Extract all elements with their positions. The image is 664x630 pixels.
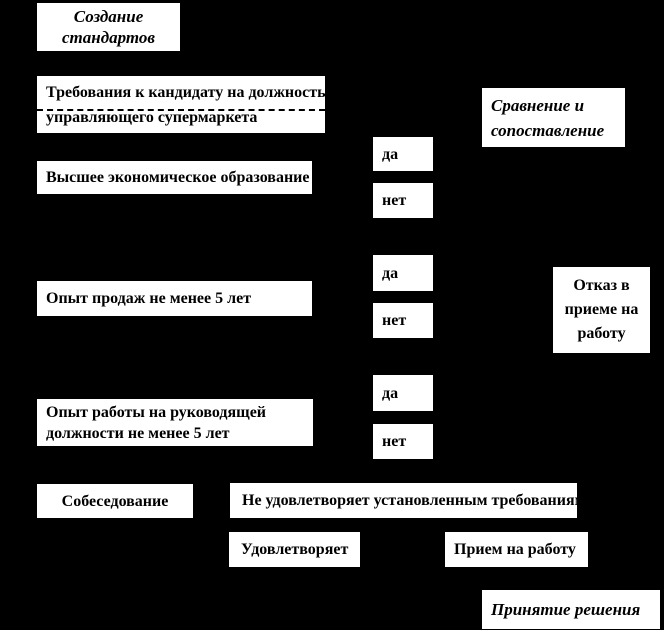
no-box-3 — [373, 424, 433, 459]
yes-label: да — [382, 384, 399, 402]
box-hire — [445, 532, 588, 567]
no-label: нет — [382, 433, 407, 450]
box-not-satisfies — [230, 483, 586, 518]
box-label: Удовлетворяет — [241, 541, 349, 558]
box-label: Собеседование — [61, 492, 169, 510]
box-satisfies — [229, 532, 360, 567]
yes-box-2 — [373, 255, 433, 291]
box-label-line: стандартов — [61, 28, 155, 47]
box-comparison — [482, 88, 625, 147]
box-label-line: Сравнение и — [491, 95, 585, 115]
box-label: Высшее экономическое образование — [46, 169, 310, 186]
box-label-line: Создание — [73, 7, 144, 26]
box-education — [37, 161, 312, 194]
box-label-line: должности не менее 5 лет — [46, 424, 230, 442]
no-label: нет — [382, 192, 407, 209]
box-refusal — [553, 267, 650, 353]
box-label-line: Требования к кандидату на должность — [46, 83, 326, 101]
yes-label: да — [382, 145, 399, 163]
no-label: нет — [382, 312, 407, 329]
box-interview — [37, 484, 193, 518]
box-label-line: работу — [577, 325, 626, 342]
yes-box-1 — [373, 137, 433, 171]
box-label-line: Отказ в — [573, 277, 630, 294]
box-label-line: Опыт работы на руководящей — [46, 403, 267, 421]
box-label: Опыт продаж не менее 5 лет — [46, 290, 252, 307]
box-label-line: сопоставление — [491, 120, 605, 140]
yes-box-3 — [373, 375, 433, 411]
box-label-line: управляющего супермаркета — [46, 108, 258, 126]
yes-label: да — [382, 264, 399, 282]
no-box-1 — [373, 183, 433, 218]
no-box-2 — [373, 303, 433, 338]
box-sales-experience — [37, 281, 312, 316]
box-label-line: приеме на — [564, 301, 639, 318]
box-label: Не удовлетворяет установленным требованиям — [242, 492, 586, 509]
box-create-standards — [37, 3, 180, 51]
box-candidate-requirements — [37, 76, 325, 133]
dashed-line — [37, 109, 325, 111]
box-management-experience — [37, 399, 313, 446]
box-decision — [482, 590, 660, 629]
box-label: Принятие решения — [491, 600, 641, 619]
box-label: Прием на работу — [454, 541, 576, 558]
